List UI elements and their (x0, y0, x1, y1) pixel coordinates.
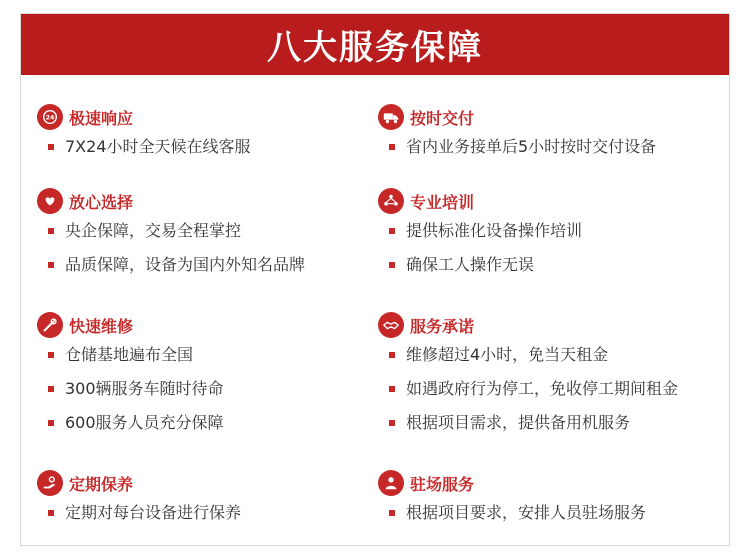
list-item (37, 496, 241, 530)
section-title: 极速响应 (69, 108, 134, 128)
bullet (48, 420, 54, 426)
list-item (37, 214, 305, 248)
bullet (389, 262, 395, 268)
section-title: 专业培训 (410, 192, 475, 212)
bullet (48, 228, 54, 234)
item-text: 提供标准化设备操作培训 (406, 221, 583, 240)
bullet (389, 144, 395, 150)
list-item (378, 130, 656, 164)
bullet (389, 228, 395, 234)
list-item (378, 406, 678, 440)
section-title: 放心选择 (69, 192, 134, 212)
section-title: 快速维修 (69, 316, 134, 336)
section-regular-maintenance (37, 470, 241, 530)
item-text: 省内业务接单后5小时按时交付设备 (406, 137, 657, 156)
section-fast-repair (37, 312, 224, 440)
bullet (48, 144, 54, 150)
bullet (48, 352, 54, 358)
list-item (378, 214, 582, 248)
bullet (389, 386, 395, 392)
item-text: 300辆服务车随时待命 (65, 379, 224, 398)
list-item (37, 406, 224, 440)
section-title: 驻场服务 (410, 474, 475, 494)
list-item (37, 338, 224, 372)
item-text: 央企保障，交易全程掌控 (65, 221, 242, 240)
people-network-icon (378, 188, 404, 214)
bullet (389, 510, 395, 516)
item-text: 根据项目要求，安排人员驻场服务 (406, 503, 647, 522)
section-on-time-delivery (378, 104, 656, 164)
list-item (378, 338, 678, 372)
handshake-icon (378, 312, 404, 338)
section-professional-training (378, 188, 582, 282)
list-item (378, 372, 678, 406)
bullet (48, 510, 54, 516)
item-text: 600服务人员充分保障 (65, 413, 224, 432)
section-fast-response (37, 104, 251, 164)
section-safe-choice (37, 188, 305, 282)
list-item (37, 130, 251, 164)
item-text: 品质保障，设备为国内外知名品牌 (65, 255, 306, 274)
svg-text:24: 24 (45, 114, 55, 122)
list-item (378, 248, 582, 282)
item-text: 维修超过4小时，免当天租金 (406, 345, 609, 364)
item-text: 仓储基地遍布全国 (65, 345, 194, 364)
item-text: 如遇政府行为停工，免收停工期间租金 (406, 379, 679, 398)
bullet (389, 352, 395, 358)
list-item (37, 248, 305, 282)
bullet (389, 420, 395, 426)
section-title: 按时交付 (410, 108, 475, 128)
list-item (37, 372, 224, 406)
list-item (378, 496, 646, 530)
item-text: 定期对每台设备进行保养 (65, 503, 242, 522)
section-title: 服务承诺 (410, 316, 475, 336)
service-card (20, 13, 730, 546)
bullet (48, 386, 54, 392)
item-text: 根据项目需求，提供备用机服务 (406, 413, 631, 432)
section-title: 定期保养 (69, 474, 134, 494)
section-service-commitment (378, 312, 678, 440)
wrench-screwdriver-icon (37, 312, 63, 338)
title-banner (21, 14, 729, 75)
clock-24-icon (37, 104, 63, 130)
section-onsite-service (378, 470, 646, 530)
service-person-icon (378, 470, 404, 496)
heart-hand-icon (37, 188, 63, 214)
item-text: 确保工人操作无误 (406, 255, 535, 274)
item-text: 7X24小时全天候在线客服 (65, 137, 251, 156)
page-title: 八大服务保障 (267, 28, 483, 68)
bullet (48, 262, 54, 268)
truck-icon (378, 104, 404, 130)
maintenance-hand-icon (37, 470, 63, 496)
